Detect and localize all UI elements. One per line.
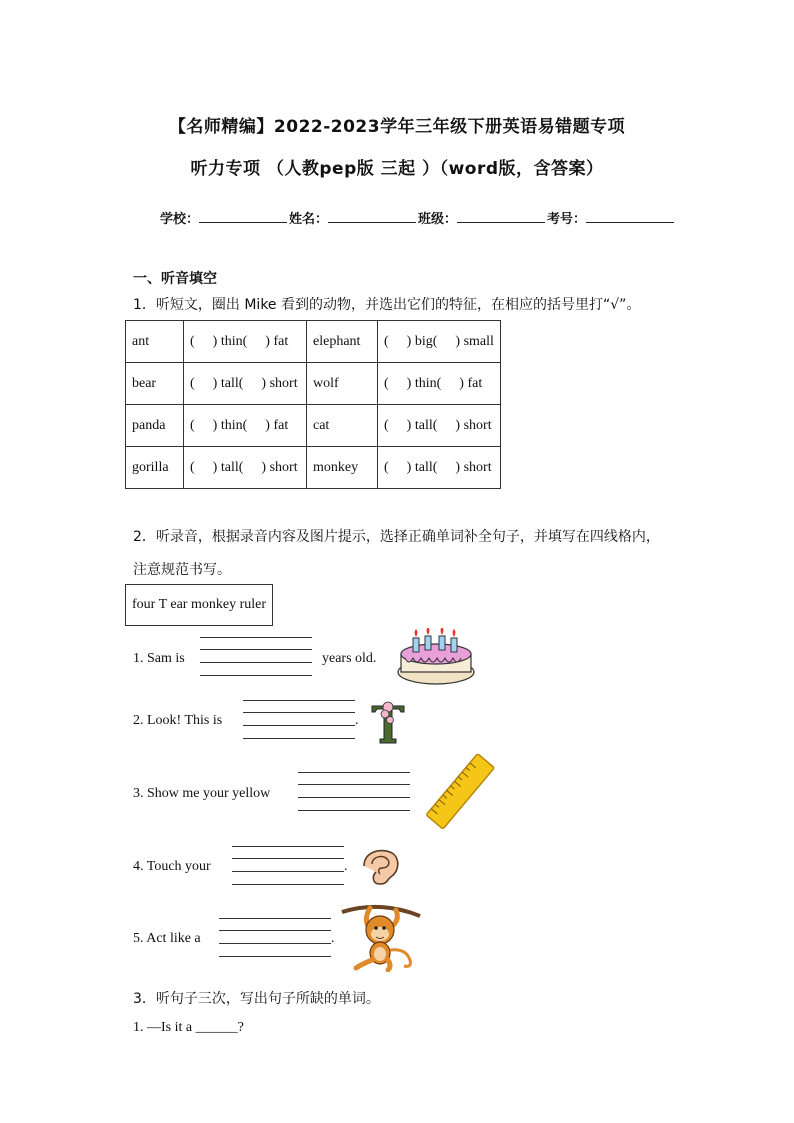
trait-option: fat [467, 375, 483, 391]
trait-options-cell [184, 321, 307, 363]
animal-cell: ant [126, 321, 184, 363]
sentence-1-tail: years old. [322, 651, 377, 666]
four-line-grid-3[interactable] [298, 772, 410, 816]
class-label: 班级： [418, 212, 458, 227]
sentence-4-tail: . [344, 859, 348, 874]
animal-cell: wolf [307, 363, 378, 405]
checkbox-paren[interactable]: ( ) [384, 417, 412, 433]
animal-trait-table [125, 320, 501, 489]
trait-option: thin [220, 417, 243, 433]
q3-item-1: 1. —Is it a ______? [133, 1020, 244, 1035]
exam-no-field[interactable] [586, 209, 674, 223]
trait-options-cell [378, 321, 501, 363]
trait-option: short [269, 459, 298, 475]
table-row [126, 321, 501, 363]
trait-options-cell [378, 363, 501, 405]
school-field[interactable] [199, 209, 287, 223]
trait-options-cell [378, 405, 501, 447]
animal-cell: cat [307, 405, 378, 447]
four-line-grid-5[interactable] [219, 918, 331, 962]
trait-option: tall [414, 459, 433, 475]
student-info-line [160, 208, 676, 227]
checkbox-paren[interactable]: ( ) [384, 459, 412, 475]
sentence-2-tail: . [355, 713, 359, 728]
checkbox-paren[interactable]: ( ) [238, 375, 267, 391]
sentence-5-text: 5. Act like a [133, 931, 201, 946]
trait-option: tall [414, 417, 433, 433]
q1-prompt: 1．听短文，圈出 Mike 看到的动物，并选出它们的特征，在相应的括号里打“√”。 [133, 297, 641, 313]
checkbox-paren[interactable]: ( ) [384, 375, 412, 391]
checkbox-paren[interactable]: ( ) [190, 333, 218, 349]
section-heading: 一、听音填空 [133, 271, 217, 287]
four-line-grid-4[interactable] [232, 846, 344, 890]
four-line-grid-1[interactable] [200, 637, 312, 681]
checkbox-paren[interactable]: ( ) [432, 417, 461, 433]
checkbox-paren[interactable]: ( ) [242, 333, 270, 349]
name-label: 姓名： [289, 212, 329, 227]
table-row [126, 447, 501, 489]
sentence-5-tail: . [331, 931, 335, 946]
animal-cell: monkey [307, 447, 378, 489]
ear-icon [358, 846, 404, 886]
checkbox-paren[interactable]: ( ) [436, 375, 464, 391]
checkbox-paren[interactable]: ( ) [190, 459, 218, 475]
trait-option: fat [273, 333, 289, 349]
q2-prompt-line1: 2．听录音，根据录音内容及图片提示，选择正确单词补全句子，并填写在四线格内， [133, 529, 660, 545]
sentence-4-text: 4. Touch your [133, 859, 211, 874]
sentence-1-text: 1. Sam is [133, 651, 185, 666]
document-title-line1: 【名师精编】2022-2023学年三年级下册英语易错题专项 [168, 117, 626, 137]
trait-option: short [463, 459, 492, 475]
trait-options-cell [184, 447, 307, 489]
school-label: 学校： [160, 212, 200, 227]
trait-option: tall [220, 459, 239, 475]
checkbox-paren[interactable]: ( ) [432, 459, 461, 475]
trait-options-cell [184, 405, 307, 447]
checkbox-paren[interactable]: ( ) [242, 417, 270, 433]
ruler-icon [425, 750, 497, 834]
letter-t-flower-icon [368, 698, 408, 744]
checkbox-paren[interactable]: ( ) [190, 375, 218, 391]
animal-cell: panda [126, 405, 184, 447]
trait-option: thin [414, 375, 437, 391]
trait-option: thin [220, 333, 243, 349]
trait-option: short [269, 375, 298, 391]
trait-option: big [414, 333, 433, 349]
animal-cell: elephant [307, 321, 378, 363]
trait-option: fat [273, 417, 289, 433]
four-line-grid-2[interactable] [243, 700, 355, 744]
trait-option: short [463, 417, 492, 433]
exam-no-label: 考号： [547, 212, 587, 227]
sentence-3-text: 3. Show me your yellow [133, 786, 271, 801]
checkbox-paren[interactable]: ( ) [384, 333, 412, 349]
q3-prompt: 3．听句子三次，写出句子所缺的单词。 [133, 991, 380, 1007]
table-row [126, 363, 501, 405]
class-field[interactable] [457, 209, 545, 223]
table-row [126, 405, 501, 447]
checkbox-paren[interactable]: ( ) [432, 333, 461, 349]
document-title-line2: 听力专项 （人教pep版 三起 ）（word版，含答案） [190, 159, 604, 179]
checkbox-paren[interactable]: ( ) [190, 417, 218, 433]
monkey-icon [340, 898, 422, 972]
q2-prompt-line2: 注意规范书写。 [133, 562, 231, 578]
trait-options-cell [378, 447, 501, 489]
trait-option: tall [220, 375, 239, 391]
checkbox-paren[interactable]: ( ) [238, 459, 267, 475]
trait-options-cell [184, 363, 307, 405]
sentence-2-text: 2. Look! This is [133, 713, 223, 728]
birthday-cake-icon [393, 628, 479, 688]
animal-cell: gorilla [126, 447, 184, 489]
trait-option: small [463, 333, 494, 349]
word-bank: four T ear monkey ruler [125, 584, 273, 626]
name-field[interactable] [328, 209, 416, 223]
animal-cell: bear [126, 363, 184, 405]
